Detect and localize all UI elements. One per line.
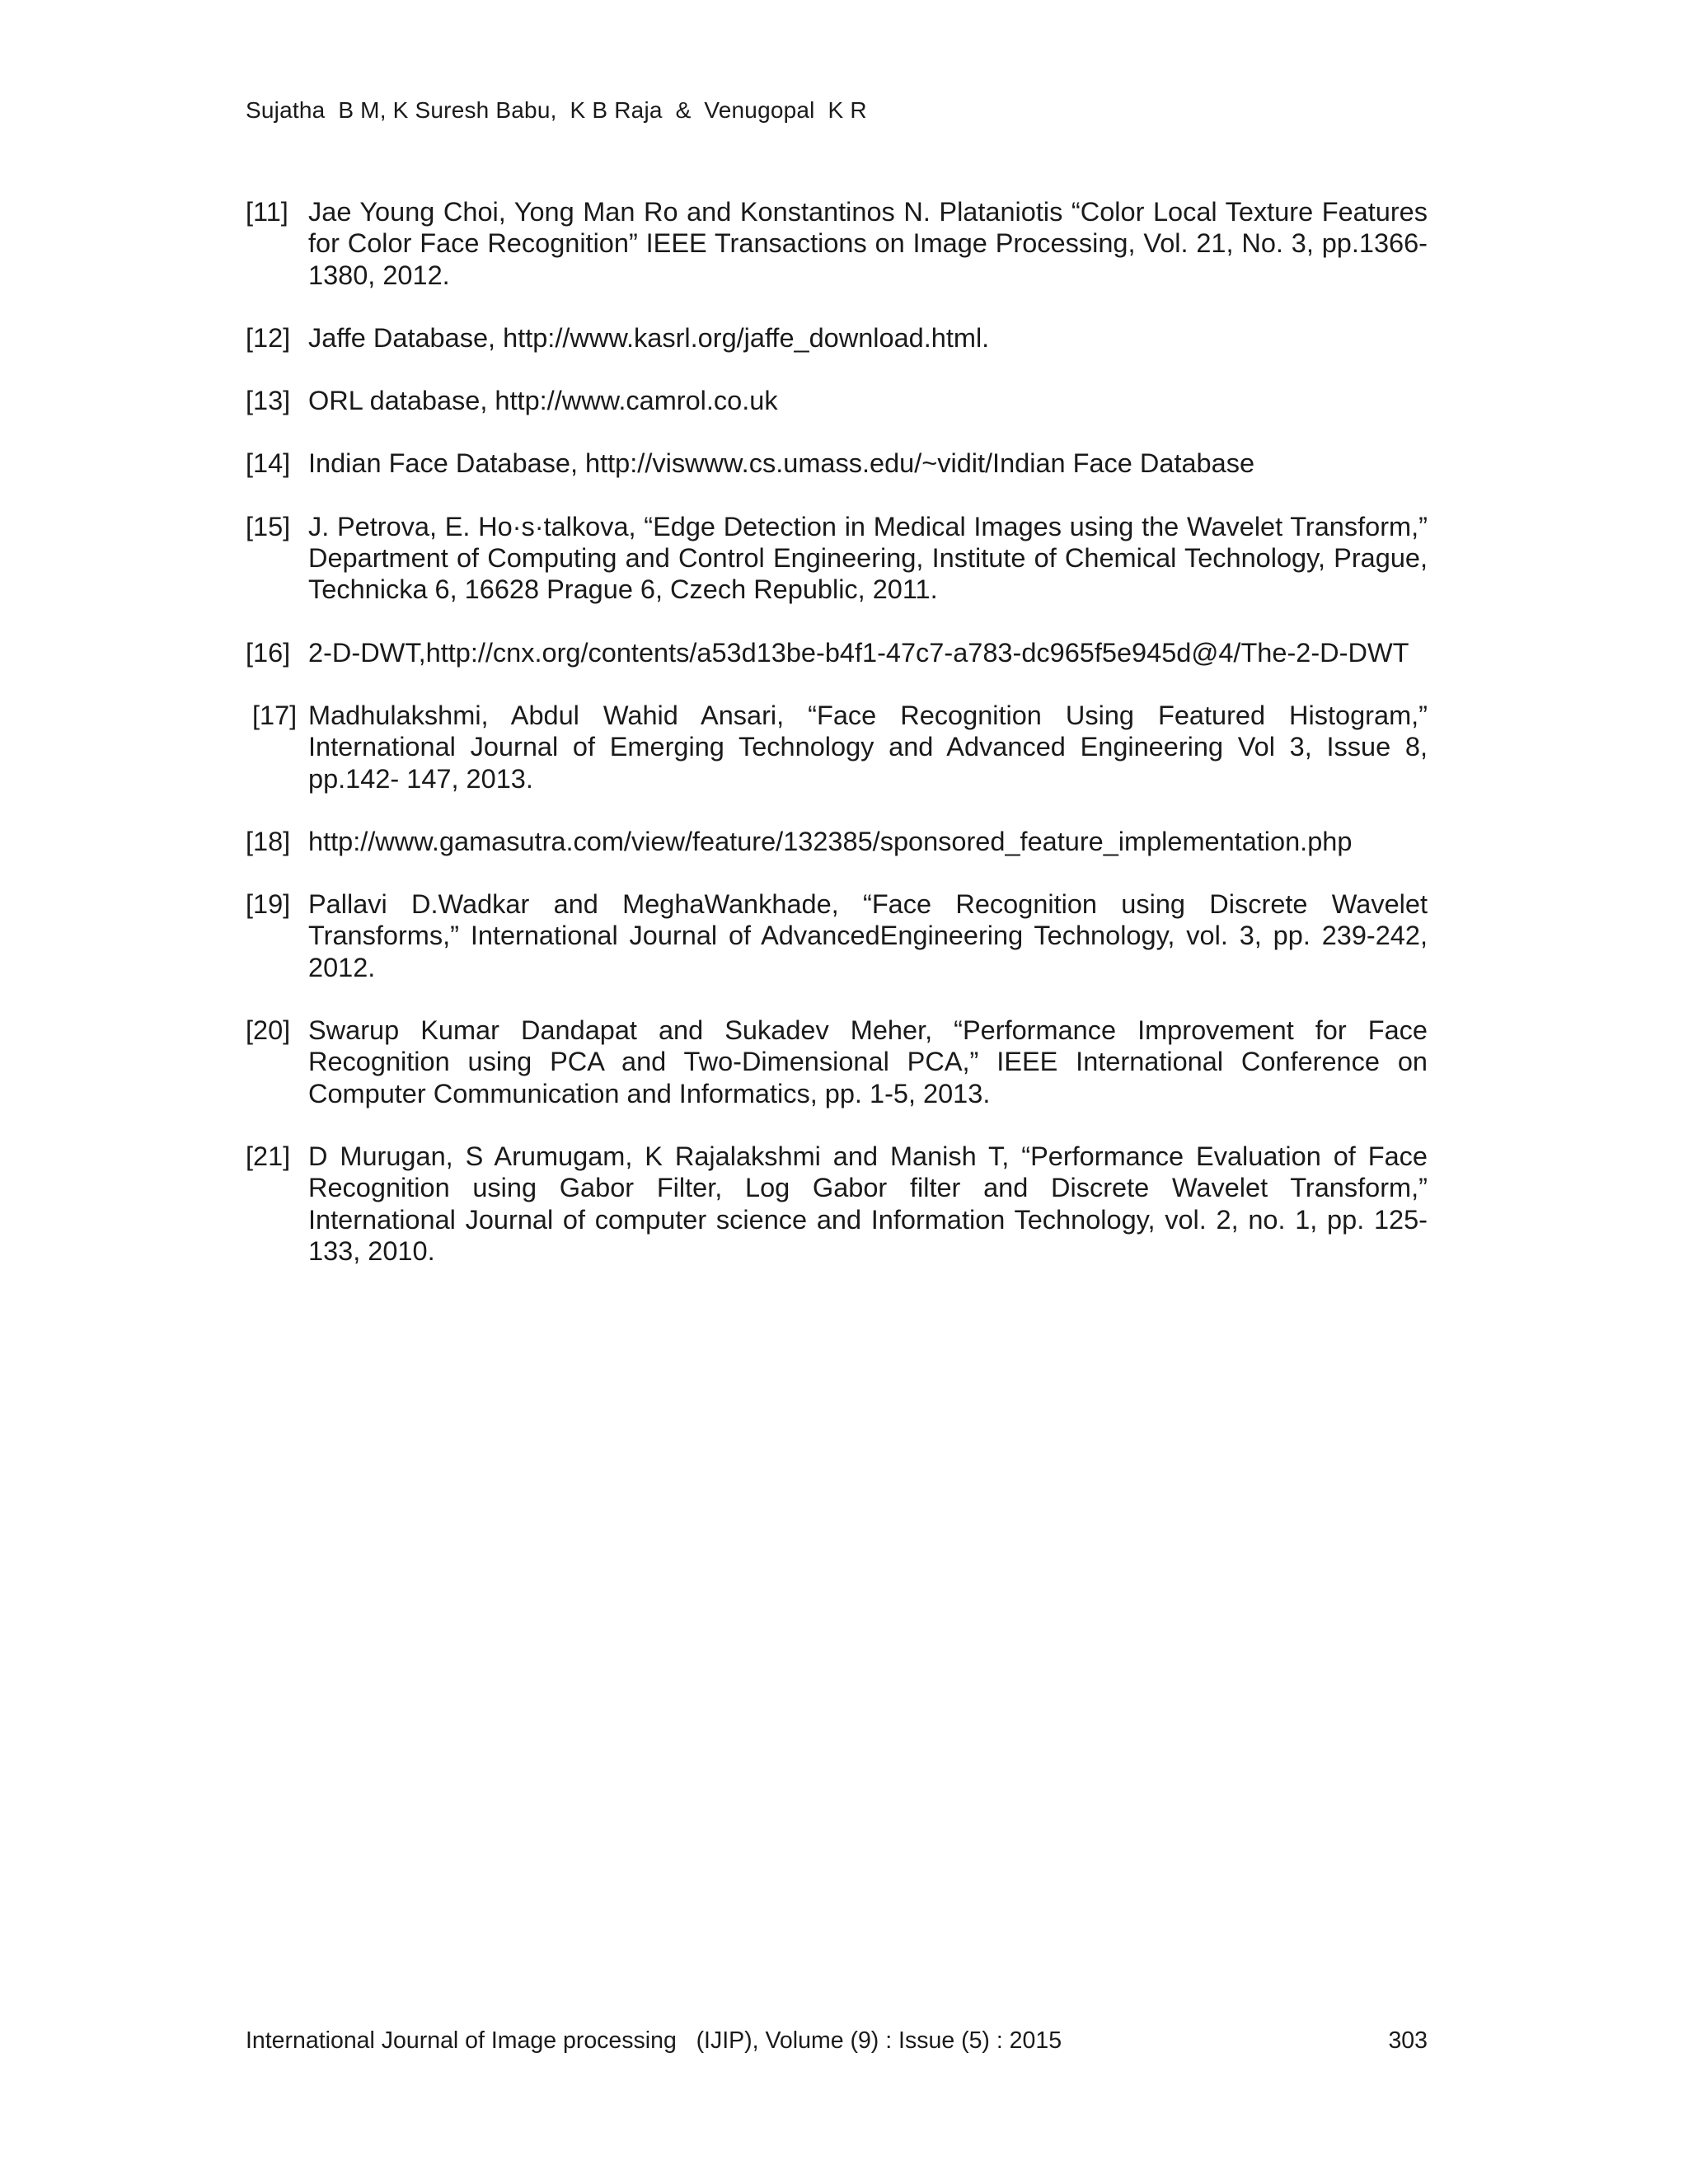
reference-item: [246, 1015, 1428, 1109]
reference-item: [246, 196, 1428, 291]
reference-number: [15]: [246, 511, 291, 541]
reference-number: [16]: [246, 637, 291, 668]
footer-journal-citation: International Journal of Image processing (IJIP), Volume (9) : Issue (5) : 2015: [246, 2027, 1062, 2054]
reference-text: Jaffe Database, http://www.kasrl.org/jaffe_download.html.: [308, 322, 990, 353]
reference-text: Indian Face Database, http://viswww.cs.umass.edu/~vidit/Indian Face Database: [308, 448, 1255, 479]
reference-text: ORL database, http://www.camrol.co.uk: [308, 386, 778, 416]
reference-item: [246, 511, 1428, 606]
reference-number: [20]: [246, 1015, 291, 1046]
reference-number: [12]: [246, 322, 291, 353]
reference-number: [19]: [246, 889, 291, 920]
reference-number: [14]: [246, 448, 291, 479]
reference-text: Madhulakshmi, Abdul Wahid Ansari, “Face Recognition Using Featured Histogram,” International Journal of Emerging Technology and Advanced Engineering Vol 3, Issue 8, pp.142- 147, 2013.: [308, 700, 1428, 794]
reference-item: [246, 322, 1428, 354]
page-number: 303: [1388, 2027, 1428, 2054]
reference-text: http://www.gamasutra.com/view/feature/132385/sponsored_feature_implementation.php: [308, 826, 1353, 856]
reference-text: Jae Young Choi, Yong Man Ro and Konstantinos N. Plataniotis “Color Local Texture Features for Color Face Recognition” IEEE Transactions on Image Processing, Vol. 21, No. 3, pp.1366-1380, 2012.: [308, 197, 1428, 290]
reference-item: [246, 888, 1428, 983]
reference-item: [246, 826, 1428, 857]
reference-item: [246, 700, 1428, 794]
reference-list: [246, 196, 1428, 1298]
reference-text: Swarup Kumar Dandapat and Sukadev Meher, “Performance Improvement for Face Recognition using PCA and Two-Dimensional PCA,” IEEE International Conference on Computer Communication and Informatics, pp. 1-5, 2013.: [308, 1015, 1428, 1108]
reference-item: [246, 1141, 1428, 1267]
reference-text: 2-D-DWT,http://cnx.org/contents/a53d13be-b4f1-47c7-a783-dc965f5e945d@4/The-2-D-DWT: [308, 637, 1409, 668]
reference-number: [11]: [246, 197, 288, 227]
reference-text: Pallavi D.Wadkar and MeghaWankhade, “Face Recognition using Discrete Wavelet Transforms,” International Journal of AdvancedEngineering Technology, vol. 3, pp. 239-242, 2012.: [308, 889, 1428, 982]
reference-number: [13]: [246, 386, 291, 416]
reference-number: [18]: [246, 826, 291, 856]
reference-number: [17]: [252, 700, 298, 730]
running-header-authors: Sujatha B M, K Suresh Babu, K B Raja & Venugopal K R: [246, 97, 867, 123]
reference-text: D Murugan, S Arumugam, K Rajalakshmi and Manish T, “Performance Evaluation of Face Recognition using Gabor Filter, Log Gabor filter and Discrete Wavelet Transform,” International Journal of computer science and Information Technology, vol. 2, no. 1, pp. 125-133, 2010.: [308, 1141, 1428, 1266]
reference-item: [246, 637, 1428, 668]
reference-text: J. Petrova, E. Ho·s·talkova, “Edge Detection in Medical Images using the Wavelet Transform,” Department of Computing and Control Engineering, Institute of Chemical Technology, Prague, Technicka 6, 16628 Prague 6, Czech Republic, 2011.: [308, 511, 1428, 605]
reference-item: [246, 448, 1428, 479]
reference-item: [246, 385, 1428, 416]
page-footer: [246, 2027, 1428, 2055]
reference-number: [21]: [246, 1141, 291, 1171]
